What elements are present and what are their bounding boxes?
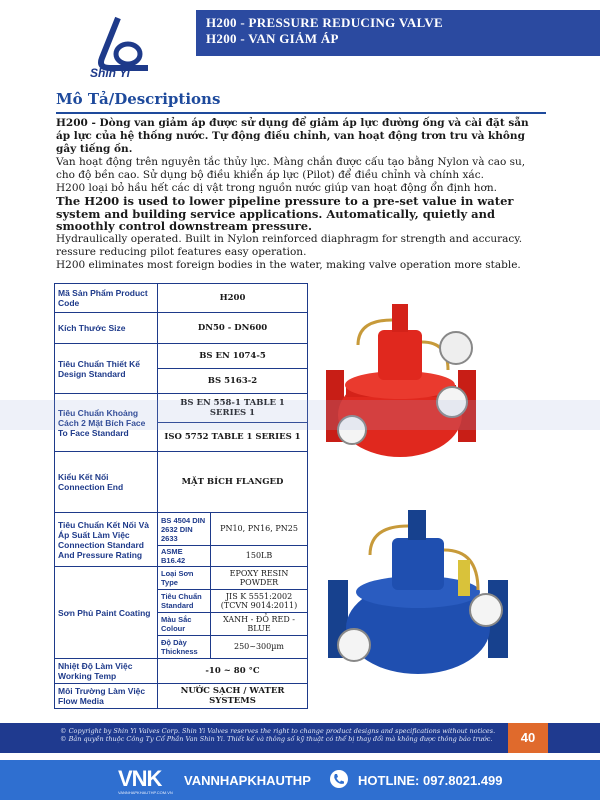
table-row xyxy=(55,284,308,313)
title-english: H200 - PRESSURE REDUCING VALVE xyxy=(206,15,444,30)
page-number: 40 xyxy=(508,723,548,753)
spec-value: XANH - ĐỎ RED - BLUE xyxy=(211,613,308,636)
brand-name[interactable]: VANNHAPKHAUTHP xyxy=(184,773,311,788)
spec-sub-label: Độ Dày Thickness xyxy=(158,636,211,659)
table-row xyxy=(55,659,308,684)
spec-label: Kích Thước Size xyxy=(55,313,158,344)
spec-label: Nhiệt Độ Làm Việc Working Temp xyxy=(55,659,158,684)
spec-label: Sơn Phủ Paint Coating xyxy=(55,567,158,659)
spec-value: 150LB xyxy=(211,546,308,567)
section-heading: Mô Tả/Descriptions xyxy=(56,90,221,108)
spec-label: Tiêu Chuẩn Kết Nối Và Áp Suất Làm Việc Connection Standard And Pressure Rating xyxy=(55,513,158,567)
desc-en-bold: The H200 is used to lower pipeline pressure to a pre-set value in water system and building service applications. Automatically, quietly and smoothly control downstream pressure. xyxy=(56,194,514,233)
desc-en-2: H200 eliminates most foreign bodies in the water, making valve operation more stable. xyxy=(56,258,521,271)
spec-label: Mã Sản Phẩm Product Code xyxy=(55,284,158,313)
spec-value: DN50 - DN600 xyxy=(158,313,308,344)
hotline[interactable]: HOTLINE: 097.8021.499 xyxy=(358,773,503,788)
spec-label: Tiêu Chuẩn Thiết Kế Design Standard xyxy=(55,344,158,394)
spec-sub-label: BS 4504 DIN 2632 DIN 2633 xyxy=(158,513,211,546)
watermark-band xyxy=(0,400,600,430)
logo-text: Shin Yi xyxy=(90,66,131,80)
spec-label: Môi Trường Làm Việc Flow Media xyxy=(55,684,158,709)
table-row xyxy=(55,567,308,590)
table-row xyxy=(55,513,308,546)
table-row xyxy=(55,452,308,513)
blue-valve-image xyxy=(318,500,518,690)
spec-label: Kiểu Kết Nối Connection End xyxy=(55,452,158,513)
spec-table xyxy=(54,283,308,709)
spec-value: NƯỚC SẠCH / WATER SYSTEMS xyxy=(158,684,308,709)
spec-value: MẶT BÍCH FLANGED xyxy=(158,452,308,513)
header xyxy=(0,0,600,95)
spec-value: 250~300µm xyxy=(211,636,308,659)
spec-sub-label: Tiêu Chuẩn Standard xyxy=(158,590,211,613)
desc-vi-1: Van hoạt động trên nguyên tắc thủy lực. Màng chắn được cấu tạo bằng Nylon và cao su, cho độ bền cao. Sử dụng bộ điều khiển áp lực (Pilot) để điều chỉnh và chính xác. xyxy=(56,156,526,181)
spec-value: H200 xyxy=(158,284,308,313)
table-row xyxy=(55,313,308,344)
spec-value: BS EN 558-1 TABLE 1 SERIES 1 xyxy=(158,394,308,423)
spec-value: EPOXY RESIN POWDER xyxy=(211,567,308,590)
spec-label: Tiêu Chuẩn Khoảng Cách 2 Mặt Bích Face To Face Standard xyxy=(55,394,158,452)
desc-vi-bold: H200 - Dòng van giảm áp được sử dụng để giảm áp lực đường ống và cài đặt sẵn áp lực của hệ thống nước. Tự động điều chỉnh, van hoạt động trơn tru và không gây tiếng ồn. xyxy=(56,117,529,155)
copyright-en: © Copyright by Shin Yi Valves Corp. Shin Yi Valves reserves the right to change product designs and specifications without notices. xyxy=(60,727,496,735)
section-divider xyxy=(56,112,546,114)
description xyxy=(56,117,546,272)
spec-value: ISO 5752 TABLE 1 SERIES 1 xyxy=(158,423,308,452)
spec-value: -10 ~ 80 °C xyxy=(158,659,308,684)
desc-en-1: Hydraulically operated. Built in Nylon reinforced diaphragm for strength and accuracy. ressure reducing pilot features easy operation. xyxy=(56,232,523,258)
vnk-logo[interactable]: VNK xyxy=(118,766,162,791)
copyright xyxy=(60,727,500,743)
spec-sub-label: ASME B16.42 xyxy=(158,546,211,567)
spec-sub-label: Loại Sơn Type xyxy=(158,567,211,590)
spec-sub-label: Màu Sắc Colour xyxy=(158,613,211,636)
phone-icon xyxy=(330,770,348,788)
vnk-logo-subtext: VANNHAPKHAUTHP.COM.VN xyxy=(118,790,173,795)
table-row xyxy=(55,344,308,369)
title-vietnamese: H200 - VAN GIẢM ÁP xyxy=(206,31,339,46)
spec-value: BS 5163-2 xyxy=(158,369,308,394)
copyright-vi: © Bản quyền thuộc Công Ty Cổ Phần Van Shin Yi. Thiết kế và thông số kỹ thuật có thể bị thay đổi mà không được thông báo trước. xyxy=(60,735,493,743)
spec-value: BS EN 1074-5 xyxy=(158,344,308,369)
title-band xyxy=(196,10,600,56)
red-valve-image xyxy=(318,290,483,480)
spec-value: PN10, PN16, PN25 xyxy=(211,513,308,546)
spec-value: JIS K 5551:2002 (TCVN 9014:2011) xyxy=(211,590,308,613)
table-row xyxy=(55,684,308,709)
desc-vi-2: H200 loại bỏ hầu hết các dị vật trong nguồn nước giúp van hoạt động ổn định hơn. xyxy=(56,182,497,194)
